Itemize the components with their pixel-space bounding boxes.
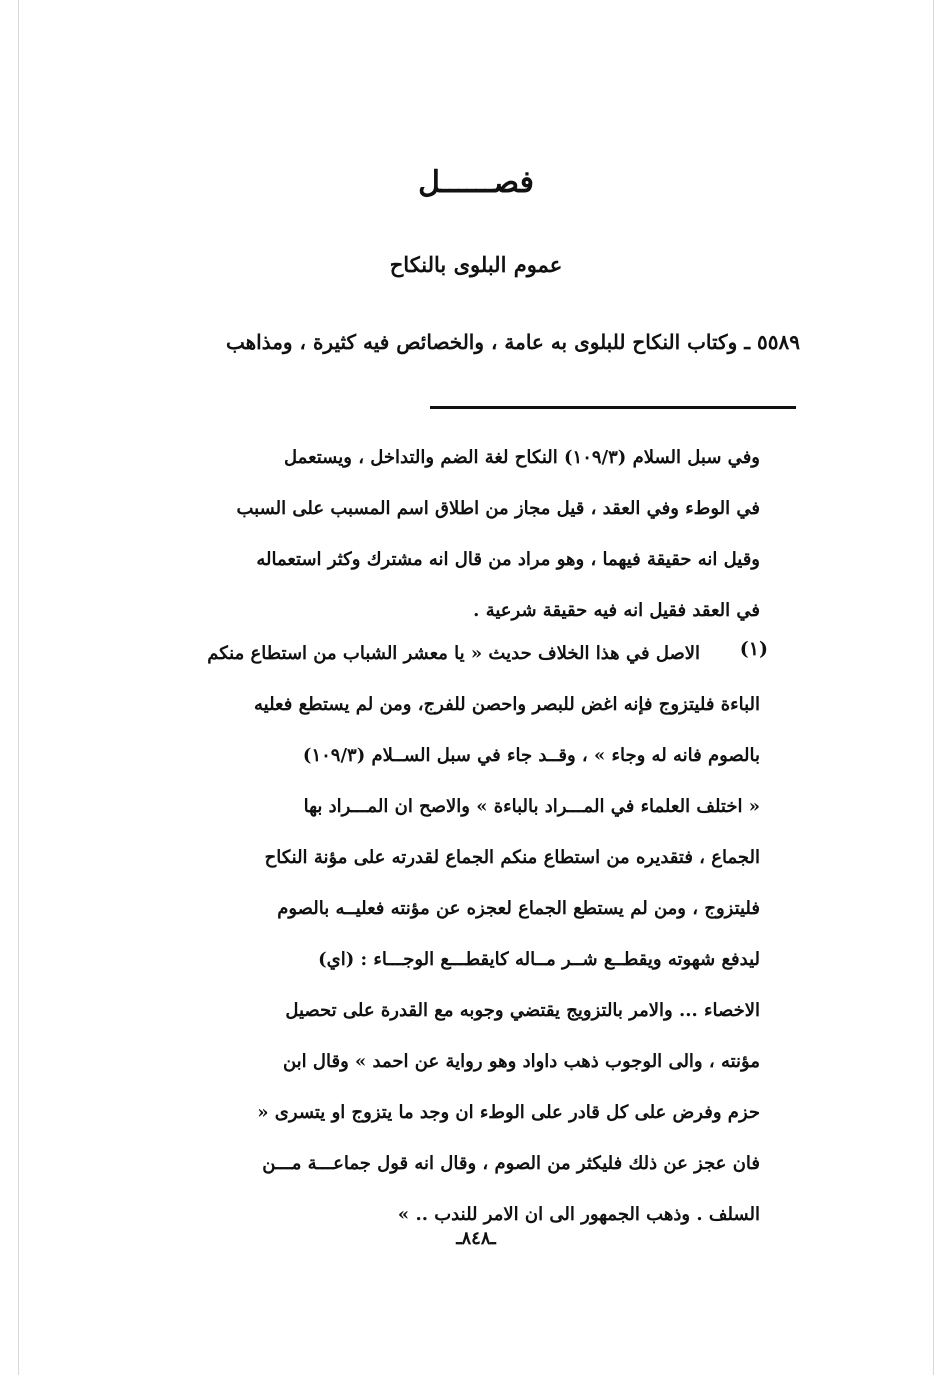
footnote-1	[160, 628, 760, 1240]
footnote-line: حزم وفرض على كل قادر على الوطء ان وجد ما يتزوج او يتسرى «	[257, 1102, 760, 1123]
footnote-line: في الوطء وفي العقد ، قيل مجاز من اطلاق اسم المسبب على السبب	[236, 498, 760, 519]
footnote-line: وقيل انه حقيقة فيهما ، وهو مراد من قال انه مشترك وكثر استعماله	[256, 549, 760, 570]
scan-edge-left	[18, 0, 19, 1375]
footnote-line: السلف . وذهب الجمهور الى ان الامر للندب .. »	[397, 1204, 760, 1225]
footnote-line: « اختلف العلماء في المـــراد بالباءة » والاصح ان المـــراد بها	[303, 796, 760, 817]
footnote-continuation	[160, 432, 760, 636]
footnote-number: (١)	[739, 638, 768, 660]
footnote-line: بالصوم فانه له وجاء » ، وقــد جاء في سبل الســلام (١٠٩/٣)	[302, 745, 760, 766]
footnote-separator	[430, 406, 796, 409]
footnote-line: الباءة فليتزوج فإنه اغض للبصر واحصن للفرج، ومن لم يستطع فعليه	[254, 694, 760, 715]
footnote-line: مؤنته ، والى الوجوب ذهب داواد وهو رواية عن احمد » وقال ابن	[282, 1051, 760, 1072]
footnote-line: الاصل في هذا الخلاف حديث « يا معشر الشباب من استطاع منكم	[207, 643, 700, 664]
section-heading: فصــــــل	[418, 165, 534, 200]
footnote-line: فان عجز عن ذلك فليكثر من الصوم ، وقال انه قول جماعـــة مـــن	[262, 1153, 760, 1174]
footnote-line: الجماع ، فتقديره من استطاع منكم الجماع لقدرته على مؤنة النكاح	[264, 847, 760, 868]
section-subtitle: عموم البلوى بالنكاح	[389, 252, 563, 277]
footnote-line: ليدفع شهوته ويقطــع شــر مــاله كايقطـــع الوجـــاء : (اي)	[318, 949, 760, 970]
footnote-line: وفي سبل السلام (١٠٩/٣) النكاح لغة الضم والتداخل ، ويستعمل	[284, 447, 760, 468]
footnote-line: في العقد فقيل انه فيه حقيقة شرعية .	[473, 600, 760, 621]
page-number: ـ٨٤٨ـ	[456, 1228, 496, 1249]
scan-edge-right	[933, 0, 934, 1375]
main-text-line: ٥٥٨٩ ـ وكتاب النكاح للبلوى به عامة ، والخصائص فيه كثيرة ، ومذاهب	[225, 330, 800, 354]
footnote-line: الاخصاء ... والامر بالتزويج يقتضي وجوبه مع القدرة على تحصيل	[285, 1000, 760, 1021]
footnote-line: فليتزوج ، ومن لم يستطع الجماع لعجزه عن مؤنته فعليــه بالصوم	[277, 898, 760, 919]
